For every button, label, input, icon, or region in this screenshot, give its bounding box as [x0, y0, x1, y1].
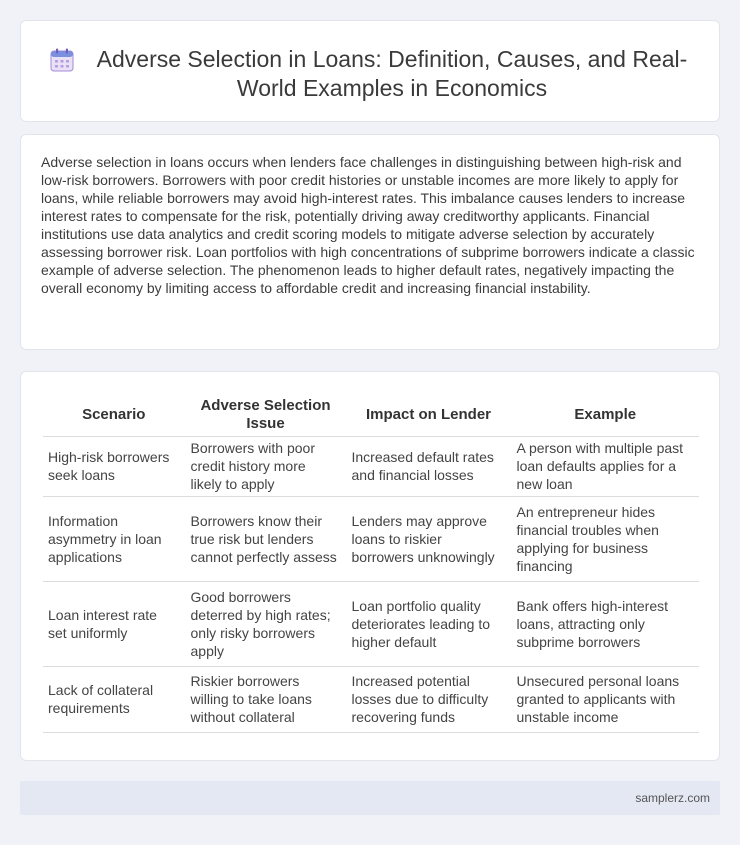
comparison-table [43, 394, 699, 733]
intro-card [20, 134, 720, 350]
footer-site-link[interactable]: samplerz.com [635, 791, 710, 805]
footer-bar [20, 781, 720, 815]
cell-impact: Loan portfolio quality deteriorates leading to higher default [346, 581, 511, 666]
cell-example: Bank offers high-interest loans, attracting only subprime borrowers [511, 581, 699, 666]
cell-impact: Increased potential losses due to difficulty recovering funds [346, 666, 511, 732]
calendar-icon [49, 47, 75, 73]
table-row [43, 666, 699, 732]
header-impact: Impact on Lender [346, 394, 511, 436]
table-header-row [43, 394, 699, 436]
cell-scenario: High-risk borrowers seek loans [43, 436, 185, 496]
cell-example: A person with multiple past loan defaults applies for a new loan [511, 436, 699, 496]
table-card [20, 371, 720, 761]
cell-issue: Borrowers know their true risk but lenders cannot perfectly assess [185, 496, 346, 581]
cell-impact: Increased default rates and financial losses [346, 436, 511, 496]
table-row [43, 496, 699, 581]
intro-paragraph: Adverse selection in loans occurs when lenders face challenges in distinguishing between high-risk and low-risk borrowers. Borrowers with poor credit histories or unstable incomes are more likely to apply for loans, while reliable borrowers may avoid high-interest rates. This imbalance causes lenders to increase interest rates to compensate for the risk, potentially driving away creditworthy applicants. Financial institutions use data analytics and credit scoring models to mitigate adverse selection by accurately assessing borrower risk. Loan portfolios with high concentrations of subprime borrowers indicate a classic example of adverse selection. The phenomenon leads to higher default rates, negatively impacting the overall economy by limiting access to affordable credit and increasing financial instability. [41, 154, 695, 296]
table-row [43, 581, 699, 666]
cell-example: Unsecured personal loans granted to applicants with unstable income [511, 666, 699, 732]
title-wrap [47, 45, 699, 103]
cell-issue: Riskier borrowers willing to take loans without collateral [185, 666, 346, 732]
cell-issue: Good borrowers deterred by high rates; only risky borrowers apply [185, 581, 346, 666]
table-row [43, 436, 699, 496]
header-issue: Adverse Selection Issue [185, 394, 346, 436]
cell-impact: Lenders may approve loans to riskier borrowers unknowingly [346, 496, 511, 581]
cell-issue: Borrowers with poor credit history more likely to apply [185, 436, 346, 496]
cell-scenario: Information asymmetry in loan applications [43, 496, 185, 581]
header-example: Example [511, 394, 699, 436]
title-card [20, 20, 720, 122]
cell-scenario: Lack of collateral requirements [43, 666, 185, 732]
cell-scenario: Loan interest rate set uniformly [43, 581, 185, 666]
page-title: Adverse Selection in Loans: Definition, Causes, and Real-World Examples in Economics [96, 46, 688, 101]
header-scenario: Scenario [43, 394, 185, 436]
cell-example: An entrepreneur hides financial troubles when applying for business financing [511, 496, 699, 581]
